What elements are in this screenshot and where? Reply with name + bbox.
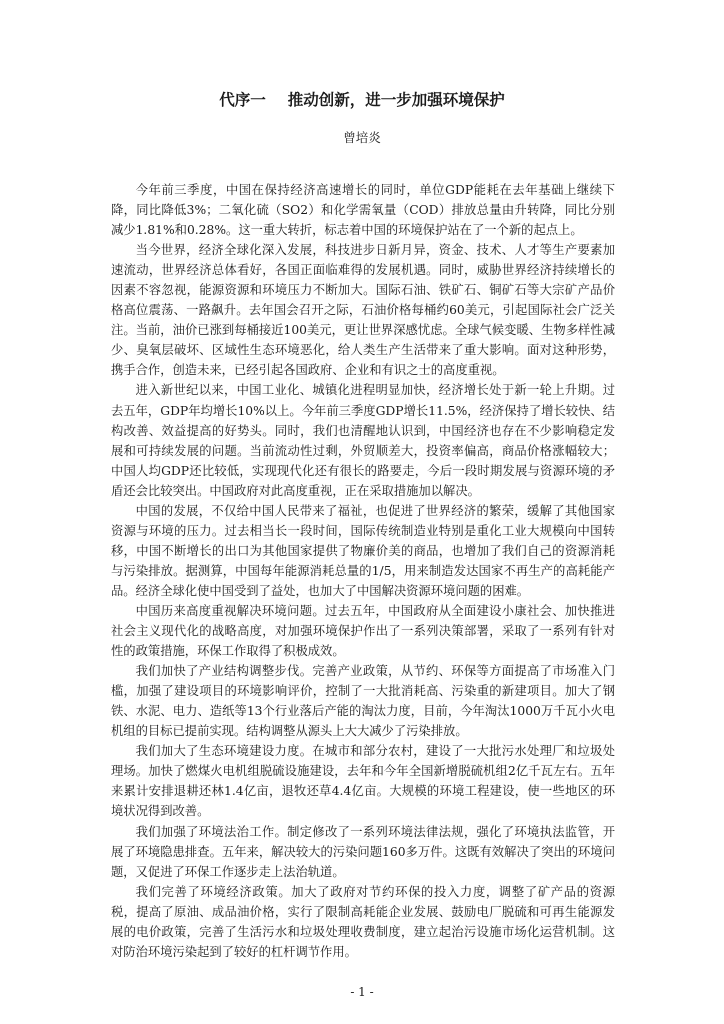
paragraph: 今年前三季度，中国在保持经济高速增长的同时，单位GDP能耗在去年基础上继续下降，同比降低3%；二氧化硫（SO2）和化学需氧量（COD）排放总量由升转降，同比分别减少1.81%和0.28%。这一重大转折，标志着中国的环境保护站在了一个新的起点上。: [111, 183, 615, 238]
page-number: - 1 -: [350, 985, 374, 999]
paragraph: 进入新世纪以来，中国工业化、城镇化进程明显加快，经济增长处于新一轮上升期。过去五年，GDP年均增长10%以上。今年前三季度GDP增长11.5%，经济保持了增长较快、结构改善、效益提高的好势头。同时，我们也清醒地认识到，中国经济也存在不少影响稳定发展和可持续发展的问题。当前流动性过剩，外贸顺差大，投资率偏高，商品价格涨幅较大；中国人均GDP还比较低，实现现代化还有很长的路要走，今后一段时期发展与资源环境的矛盾还会比较突出。中国政府对此高度重视，正在采取措施加以解决。: [111, 383, 615, 498]
title-text: 推动创新，进一步加强环境保护: [287, 91, 505, 109]
paragraph: 当今世界，经济全球化深入发展，科技进步日新月异，资金、技术、人才等生产要素加速流动，世界经济总体看好，各国正面临难得的发展机遇。同时，威胁世界经济持续增长的因素不容忽视，能源资源和环境压力不断加大。国际石油、铁矿石、铜矿石等大宗矿产品价格高位震荡、一路飙升。去年国会召开之际，石油价格每桶约60美元，引起国际社会广泛关注。当前，油价已涨到每桶接近100美元，更让世界深感忧虑。全球气候变暖、生物多样性减少、臭氧层破坏、区域性生态环境恶化，给人类生产生活带来了重大影响。面对这种形势，携手合作，创造未来，已经引起各国政府、企业和有识之士的高度重视。: [111, 243, 615, 378]
paragraph: 中国的发展，不仅给中国人民带来了福祉，也促进了世界经济的繁荣，缓解了其他国家资源与环境的压力。过去相当长一段时间，国际传统制造业特别是重化工业大规模向中国转移，中国不断增长的出口为其他国家提供了物廉价美的商品，也增加了我们自己的资源消耗与污染排放。据测算，中国每年能源消耗总量的1/5，用来制造发达国家不再生产的高耗能产品。经济全球化使中国受到了益处，也加大了中国解决资源环境问题的困难。: [111, 503, 615, 598]
paragraph: 我们加强了环境法治工作。制定修改了一系列环境法律法规，强化了环境执法监管，开展了环境隐患排查。五年来，解决较大的污染问题160多万件。这既有效解决了突出的环境问题，又促进了环保工作逐步走上法治轨道。: [111, 824, 615, 879]
paragraph: 中国历来高度重视解决环境问题。过去五年，中国政府从全面建设小康社会、加快推进社会主义现代化的战略高度，对加强环境保护作出了一系列决策部署，采取了一系列有针对性的政策措施，环保工作取得了积极成效。: [111, 603, 615, 659]
author-name: 曾培炎: [343, 130, 381, 145]
paragraph: 我们完善了环境经济政策。加大了政府对节约环保的投入力度，调整了矿产品的资源税，提高了原油、成品油价格，实行了限制高耗能企业发展、鼓励电厂脱硫和可再生能源发展的电价政策，完善了生活污水和垃圾处理收费制度，建立起治污设施市场化运营机制。这对防治环境污染起到了较好的杠杆调节作用。: [111, 884, 615, 959]
page-title: [0, 88, 724, 110]
body-text: [111, 180, 615, 962]
paragraph: 我们加快了产业结构调整步伐。完善产业政策，从节约、环保等方面提高了市场准入门槛，加强了建设项目的环境影响评价，控制了一大批消耗高、污染重的新建项目。加大了钢铁、水泥、电力、造纸等13个行业落后产能的淘汰力度，目前，今年淘汰1000万千瓦小火电机组的目标已提前实现。结构调整从源头上大大减少了污染排放。: [111, 664, 615, 739]
title-prefix: 代序一: [219, 91, 266, 109]
paragraph: 我们加大了生态环境建设力度。在城市和部分农村，建设了一大批污水处理厂和垃圾处理场。加快了燃煤火电机组脱硫设施建设，去年和今年全国新增脱硫机组2亿千瓦左右。五年来累计安排退耕还林1.4亿亩，退牧还草4.4亿亩。大规模的环境工程建设，使一些地区的环境状况得到改善。: [111, 744, 615, 819]
